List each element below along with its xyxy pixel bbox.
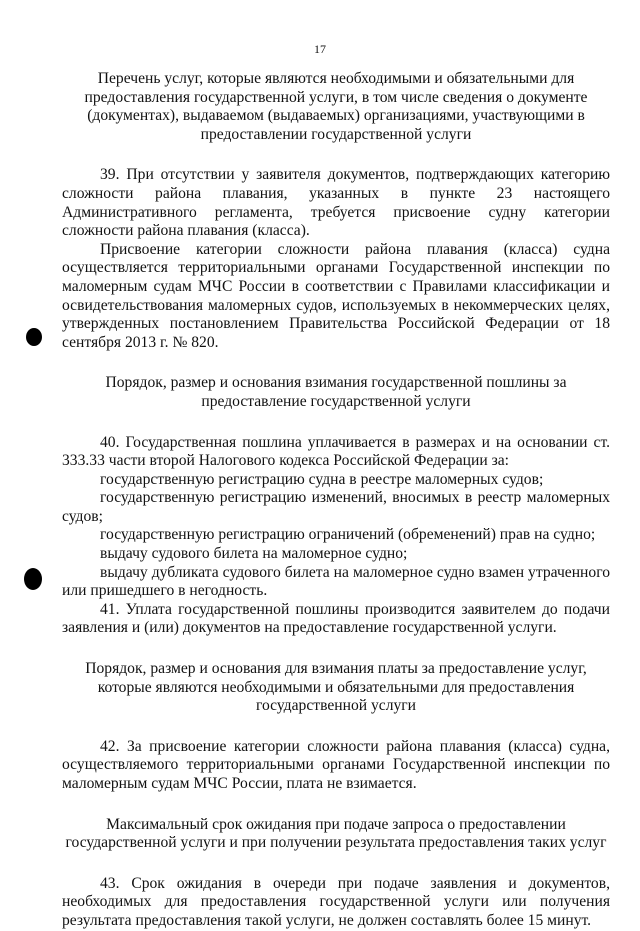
list-item-changes: государственную регистрацию изменений, вносимых в реестр маломерных судов; [62, 489, 610, 525]
list-item-restrictions: государственную регистрацию ограничений (обременений) прав на судно; [100, 526, 596, 544]
paragraph-40: 40. Государственная пошлина уплачивается в размерах и на основании ст. 333.33 части второй Налогового кодекса Российской Федерации за: [62, 433, 610, 470]
paragraph-41: 41. Уплата государственной пошлины производится заявителем до подачи заявления и (или) документов на предоставление государственной услуги. [62, 600, 610, 637]
paragraph-42: 42. За присвоение категории сложности района плавания (класса) судна, осуществляемого территориальными органами Государственной инспекции по маломерным судам МЧС России, плата не взимается. [62, 737, 610, 792]
list-item-ship-ticket: выдачу судового билета на маломерное судно; [100, 545, 408, 563]
document-body [62, 70, 610, 931]
section-heading-fees: Порядок, размер и основания для взимания платы за предоставление услуг, которые являются необходимыми и обязательными для предоставления государственной услуги [85, 660, 587, 715]
binder-hole-top [26, 328, 42, 346]
paragraph-assignment: Присвоение категории сложности района плавания (класса) судна осуществляется территориальными органами Государственной инспекции по маломерным судам МЧС России в соответствии с Правилами классификации и освидетельствования маломерных судов, используемых в некоммерческих целях, утвержденных постановлением Правительства Российской Федерации от 18 сентября 2013 г. № 820. [62, 240, 610, 351]
list-item-duplicate: выдачу дубликата судового билета на маломерное судно взамен утраченного или пришедшего в негодность. [62, 563, 610, 600]
paragraph-39: 39. При отсутствии у заявителя документов, подтверждающих категорию сложности района плавания, указанных в пункте 23 настоящего Административного регламента, требуется присвоение судну категории сложности района плавания (класса). [62, 166, 610, 240]
section-heading-waiting-time: Максимальный срок ожидания при подаче запроса о предоставлении государственной услуги и при получении результата предоставления таких услуг [65, 815, 607, 852]
list-item-registration: государственную регистрацию судна в реестре маломерных судов; [100, 470, 544, 488]
section-heading-state-duty: Порядок, размер и основания взимания государственной пошлины за предоставление государственной услуги [105, 374, 567, 410]
paragraph-43: 43. Срок ожидания в очереди при подаче заявления и документов, необходимых для предоставления государственной услуги или получения результата предоставления такой услуги, не должен составлять более 15 минут. [62, 874, 610, 929]
page-number: 17 [314, 42, 326, 56]
section-heading-services-list: Перечень услуг, которые являются необходимыми и обязательными для предоставления государственной услуги, в том числе сведения о документе (документах), выдаваемом (выдаваемых) организациями, участвующими в предоставлении государственной услуги [84, 70, 588, 143]
binder-hole-bottom [24, 568, 42, 590]
